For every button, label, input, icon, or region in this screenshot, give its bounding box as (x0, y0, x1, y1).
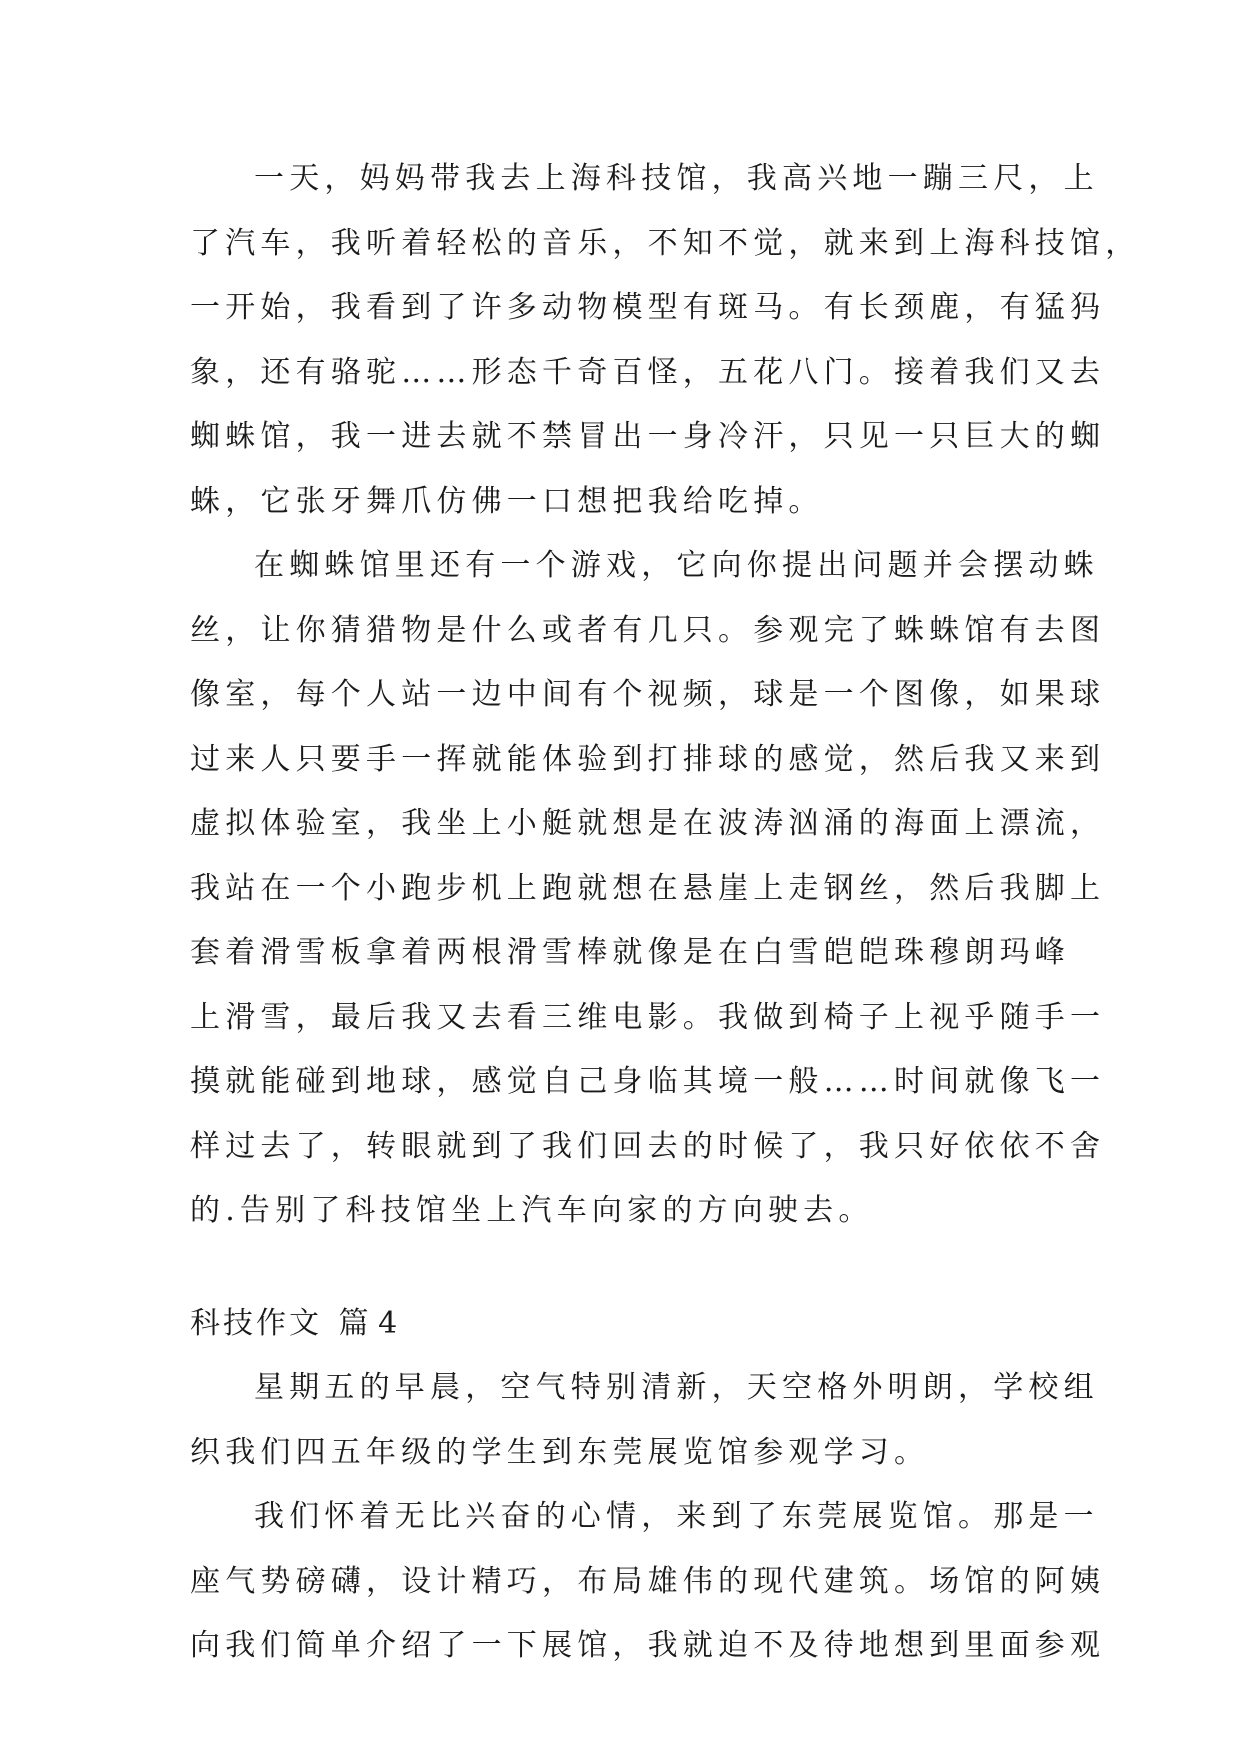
text-line: 象，还有骆驼……形态千奇百怪，五花八门。接着我们又去 (190, 354, 1106, 390)
text-line: 过来人只要手一挥就能体验到打排球的感觉，然后我又来到 (190, 741, 1106, 777)
paragraph-3 (190, 1356, 1099, 1485)
text-line: 织我们四五年级的学生到东莞展览馆参观学习。 (190, 1434, 930, 1470)
text-line: 像室，每个人站一边中间有个视频，球是一个图像，如果球 (190, 677, 1106, 712)
paragraph-1 (190, 147, 1141, 534)
text-line: 蛛，它张牙舞爪仿佛一口想把我给吃掉。 (190, 483, 824, 519)
text-line: 一开始，我看到了许多动物模型有斑马。有长颈鹿，有猛犸 (190, 290, 1106, 325)
document-page (190, 147, 1141, 1679)
text-line: 了汽车，我听着轻松的音乐，不知不觉，就来到上海科技馆， (190, 225, 1141, 261)
text-line: 座气势磅礴，设计精巧，布局雄伟的现代建筑。场馆的阿姨 (190, 1563, 1106, 1599)
paragraph-4 (190, 1485, 1106, 1679)
text-line: 向我们简单介绍了一下展馆，我就迫不及待地想到里面参观 (190, 1628, 1106, 1663)
text-line: 星期五的早晨，空气特别清新，天空格外明朗，学校组 (254, 1370, 1099, 1405)
section-heading (190, 1292, 1056, 1357)
section-title: 科技作文 (190, 1305, 322, 1341)
section-number: 篇 4 (338, 1305, 398, 1341)
text-line: 蜘蛛馆，我一进去就不禁冒出一身冷汗，只见一只巨大的蜘 (190, 419, 1106, 454)
text-line: 我站在一个小跑步机上跑就想在悬崖上走钢丝，然后我脚上 (190, 870, 1106, 906)
text-line: 虚拟体验室，我坐上小艇就想是在波涛汹涌的海面上漂流， (190, 806, 1106, 841)
text-line: 在蜘蛛馆里还有一个游戏，它向你提出问题并会摆动蛛 (254, 548, 1099, 583)
text-line: 样过去了，转眼就到了我们回去的时候了，我只好依依不舍 (190, 1128, 1106, 1164)
text-line: 上滑雪，最后我又去看三维电影。我做到椅子上视乎随手一 (190, 999, 1106, 1035)
text-line: 的.告别了科技馆坐上汽车向家的方向驶去。 (190, 1193, 874, 1228)
text-line: 一天，妈妈带我去上海科技馆，我高兴地一蹦三尺，上 (254, 161, 1099, 196)
text-line: 我们怀着无比兴奋的心情，来到了东莞展览馆。那是一 (254, 1499, 1099, 1534)
text-line: 摸就能碰到地球，感觉自己身临其境一般……时间就像飞一 (190, 1064, 1106, 1099)
section-spacer (190, 1244, 1056, 1292)
text-line: 套着滑雪板拿着两根滑雪棒就像是在白雪皑皑珠穆朗玛峰 (190, 935, 1070, 970)
paragraph-2 (190, 534, 1106, 1244)
text-line: 丝，让你猜猎物是什么或者有几只。参观完了蛛蛛馆有去图 (190, 612, 1106, 648)
